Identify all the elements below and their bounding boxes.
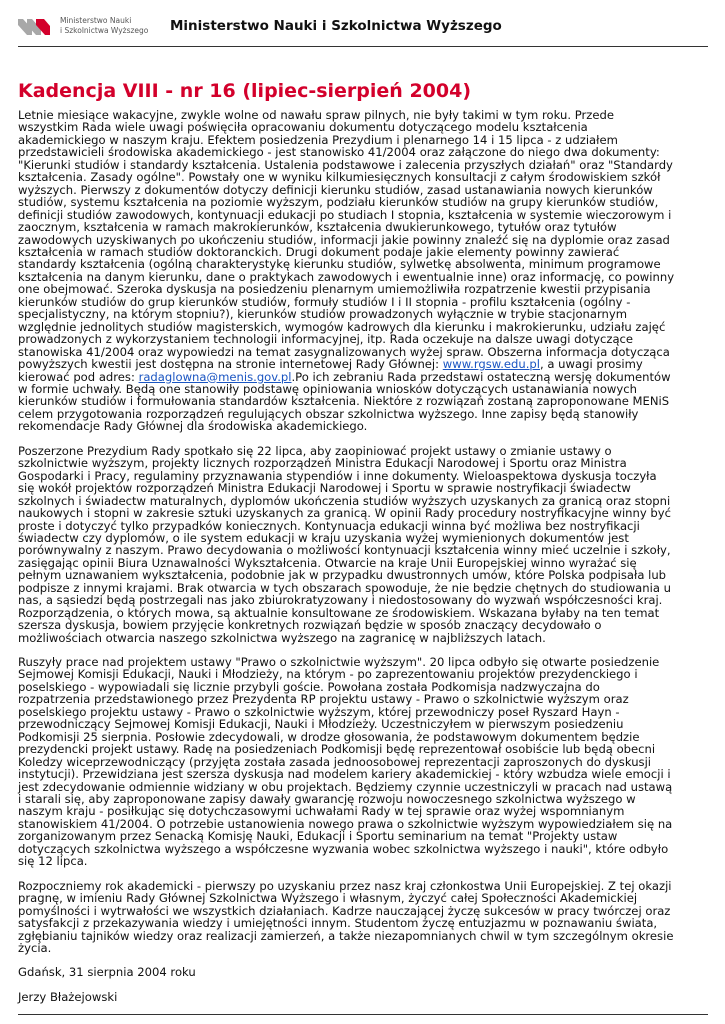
footer-divider <box>18 1014 708 1015</box>
logo-line-2: i Szkolnictwa Wyższego <box>60 26 149 35</box>
paragraph-4: Rozpoczniemy rok akademicki - pierwszy po uzyskaniu przez nasz kraj członkostwa Unii Europejskiej. Z tej okazji pragnę, w imieniu Rady Głównej Szkolnictwa Wyższego i własnym, życzyć całej Społeczności Akademickiej pomyślności i wytrwałości we wszystkich działaniach. Kadrze nauczającej życzę sukcesów w pracy twórczej oraz satysfakcji z przekazywania wiedzy i umiejętności innym. Studentom życzę entuzjazmu w poznawaniu świata, zgłębianiu tajników wiedzy oraz realizacji zamierzeń, a także niezapomnianych chwil w tym szczególnym okresie życia. <box>18 878 674 955</box>
page-title: Kadencja VIII - nr 16 (lipiec-sierpień 2004) <box>18 80 472 102</box>
page-header <box>18 8 708 46</box>
website-link[interactable]: www.rgsw.edu.pl <box>442 357 540 372</box>
paragraph-1-text-b: , a uwagi prosimy kierować pod adres: <box>18 357 643 384</box>
paragraph-1 <box>18 109 708 433</box>
paragraph-1-text-c: .Po ich zebraniu Rada przedstawi ostateczną wersję dokumentów w formie uchwały. Będą one stanowiły podstawę opiniowania wniosków dotyczących ustanawiania nowych kierunków studiów i formułowania standardów kształcenia. Niektóre z rozwiązań zostaną zaproponowane MENiS celem przygotowania rozporządzeń regulujących obszar szkolnictwa wyższego. Inne zapisy będą stanowiły rekomendacje Rady Głównej dla środowiska akademickiego. <box>18 369 671 434</box>
logo-text <box>60 16 148 36</box>
article-body <box>18 109 708 1015</box>
date-line: Gdańsk, 31 sierpnia 2004 roku <box>18 965 196 980</box>
ministry-logo[interactable] <box>18 16 160 40</box>
ministry-logo-icon <box>18 17 50 37</box>
paragraph-1-text-a: Letnie miesiące wakacyjne, zwykle wolne od nawału spraw pilnych, nie były takimi w tym roku. Przede wszystkim Rada wiele uwagi poświęciła opracowaniu dokumentu dotyczącego modelu kształcenia akademickiego w naszym kraju. Efektem posiedzenia Prezydium i plenarnego 14 i 15 lipca - z udziałem przedstawicieli środowiska akademickiego - jest stanowisko 41/2004 oraz załączone do niego dwa dokumenty: "Kierunki studiów i standardy kształcenia. Ustalenia podstawowe i zalecenia przyszłych działań" oraz "Standardy kształcenia. Zasady ogólne". Powstały one w wyniku kilkumiesięcznych konsultacji z całym środowiskiem szkół wyższych. Pierwszy z dokumentów dotyczy definicji kierunku studiów, zasad ustanawiania nowych kierunków studiów, systemu kształcenia na poziomie wyższym, podziału kierunków studiów na grupy kierunków studiów, definicji studiów zawodowych, kontynuacji edukacji po studiach I stopnia, kształcenia w systemie wieczorowym i zaocznym, kształcenia w ramach makrokierunków, kształcenia dwukierunkowego, tytułów oraz tytułów zawodowych uzyskiwanych po ukończeniu studiów, informacji jakie powinny znaleźć się na dyplomie oraz zasad kształcenia w ramach studiów doktoranckich. Drugi dokument podaje jakie elementy powinny zawierać standardy kształcenia (ogólną charakterystykę kierunku studiów, sylwetkę absolwenta, minimum programowe kształcenia na danym kierunku, dane o praktykach zawodowych i ewentualnie inne) oraz informację, co powinny one obejmować. Szeroka dyskusja na posiedzeniu plenarnym umiemożliwiła rozpatrzenie kwestii przypisania kierunków studiów do grup kierunków studiów, formuły studiów I i II stopnia - profilu kształcenia (ogólny - specjalistyczny, na którym stopniu?), kierunków studiów prowadzonych wyłącznie w trybie stacjonarnym względnie jednolitych studiów magisterskich, wymogów kadrowych dla kierunku i makrokierunku, udziału zajęć prowadzonych z wykorzystaniem technologii informacyjnej, itp. Rada oczekuje na dalsze uwagi dotyczące stanowiska 41/2004 oraz wypowiedzi na temat zasygnalizowanych wyżej spraw. Obszerna informacja dotycząca powyższych kwestii jest dostępna na stronie internetowej Rady Głównej: <box>18 108 675 372</box>
logo-line-1: Ministerstwo Nauki <box>60 16 132 25</box>
header-title: Ministerstwo Nauki i Szkolnictwa Wyższego <box>170 18 502 34</box>
email-link[interactable]: radaglowna@menis.gov.pl <box>138 369 292 384</box>
author-signature: Jerzy Błażejowski <box>18 989 118 1004</box>
header-divider <box>18 46 708 47</box>
paragraph-3: Ruszyły prace nad projektem ustawy "Prawo o szkolnictwie wyższym". 20 lipca odbyło się otwarte posiedzenie Sejmowej Komisji Edukacji, Nauki i Młodzieży, na którym - po zaprezentowaniu projektów prezydenckiego i poselskiego - wypowiadali się licznie przybyli goście. Powołana została Podkomisja nadzwyczajna do rozpatrzenia przedstawionego przez Prezydenta RP projektu ustawy - Prawo o szkolnictwie wyższym oraz poselskiego projektu ustawy - Prawo o szkolnictwie wyższym, której przewodniczy poseł Ryszard Hayn - przewodniczący Sejmowej Komisji Edukacji, Nauki i Młodzieży. Uczestniczyłem w pierwszym posiedzeniu Podkomisji 25 sierpnia. Posłowie zdecydowali, w drodze głosowania, że podstawowym dokumentem będzie prezydencki projekt ustawy. Radę na posiedzeniach Podkomisji będę reprezentował osobiście lub będą obecni Koledzy wiceprzewodniczący (przyjęta została zasada jednoosobowej reprezentacji zaproszonych do dyskusji instytucji). Przewidziana jest szersza dyskusja nad modelem kariery akademickiej - który wzbudza wiele emocji i jest zdecydowanie odmiennie widziany w obu projektach. Będziemy czynnie uczestniczyli w pracach nad ustawą i starali się, aby zaproponowane zapisy dawały gwarancję rozwoju nowoczesnego szkolnictwa wyższego w naszym kraju - posiłkując się dotychczasowymi uchwałami Rady w tej sprawie oraz wyżej wspomnianym stanowiskiem 41/2004. O potrzebie ustanowienia nowego prawa o szkolnictwie wyższym wypowiedziałem się na zorganizowanym przez Senacką Komisję Nauki, Edukacji i Sportu seminarium na temat "Projekty ustaw dotyczących szkolnictwa wyższego a współczesne wyzwania wobec szkolnictwa wyższego i nauki", które odbyło się 12 lipca. <box>18 655 673 869</box>
paragraph-2: Poszerzone Prezydium Rady spotkało się 22 lipca, aby zaopiniować projekt ustawy o zmianie ustawy o szkolnictwie wyższym, projekty licznych rozporządzeń Ministra Edukacji Narodowej i Sportu oraz Ministra Gospodarki i Pracy, regulaminy przyznawania stypendiów i inne dokumenty. Wieloaspektowa dyskusja toczyła się wokół projektów rozporządzeń Ministra Edukacji Narodowej i Sportu w sprawie nostryfikacji świadectw szkolnych i świadectw maturalnych, dyplomów ukończenia studiów wyższych uzyskanych za granicą oraz stopni naukowych i stopni w zakresie sztuki uzyskanych za granicą. W opinii Rady procedury nostryfikacyjne winny być proste i dotyczyć tylko przypadków koniecznych. Kontynuacja edukacji winna być możliwa bez nostryfikacji świadectw czy dyplomów, o ile system edukacji w kraju uzyskania wyżej wymienionych dokumentów jest porównywalny z naszym. Prawo decydowania o możliwości kontynuacji kształcenia winny mieć uczelnie i szkoły, zasięgając opinii Biura Uznawalności Wykształcenia. Otwarcie na kraje Unii Europejskiej winno wyrażać się pełnym uznawaniem wykształcenia, podobnie jak w przypadku dwustronnych umów, które Polska podpisała lub podpisze z innymi krajami. Brak otwarcia w tych obszarach spowoduje, że nie będzie chętnych do studiowania u nas, a sąsiedzi będą postrzegali nas jako zbiurokratyzowany i niedostosowany do wyzwań współczesności kraj. Rozporządzenia, o których mowa, są aktualnie konsultowane ze środowiskiem. Wskazana byłaby na ten temat szersza dyskusja, bowiem przyjęcie konkretnych rozwiązań będzie w sposób znaczący decydowało o możliwościach otwarcia naszego szkolnictwa wyższego na zagranicę w najbliższych latach. <box>18 443 672 645</box>
